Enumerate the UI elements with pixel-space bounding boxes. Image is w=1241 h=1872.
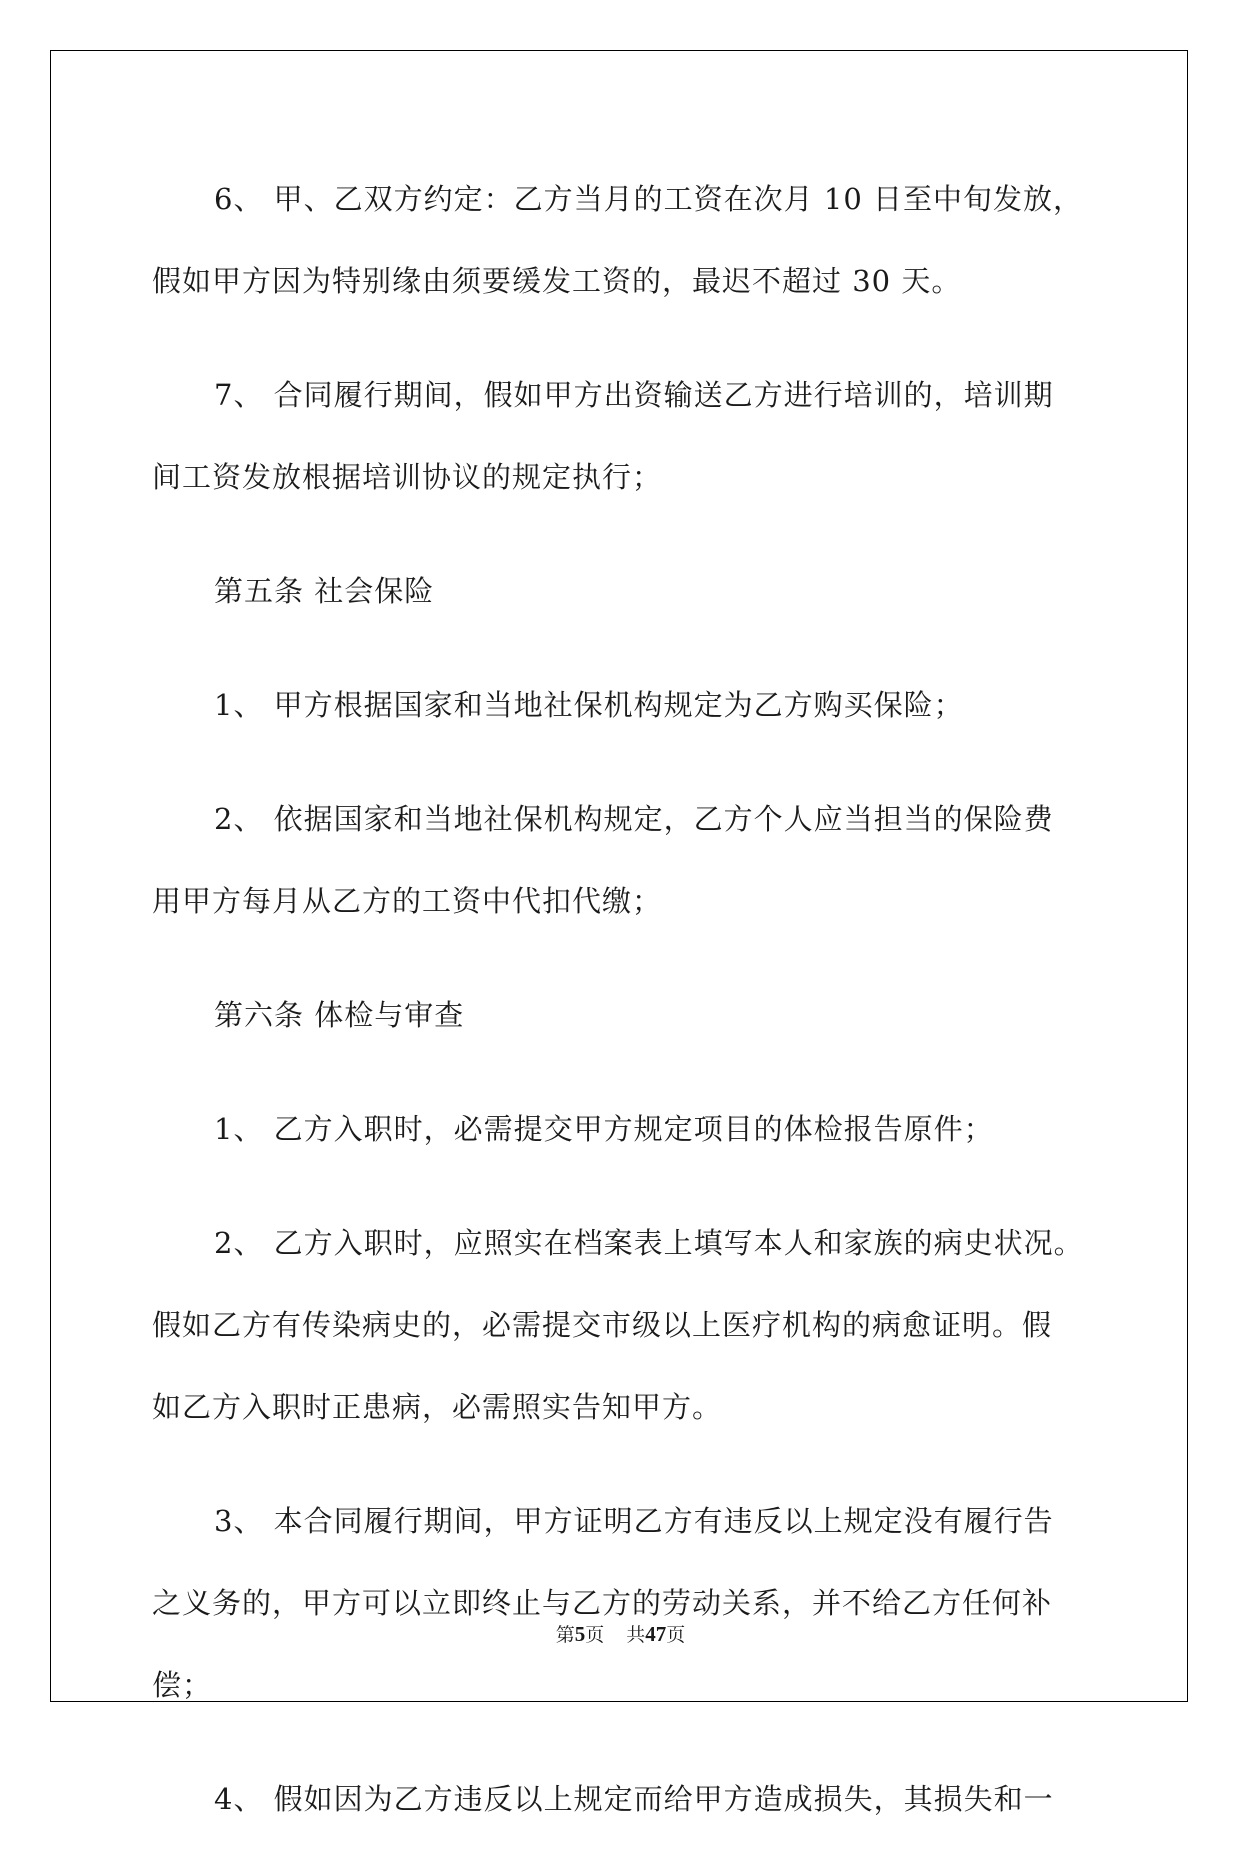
paragraph-item-7 [152,354,1152,518]
text-line: 假如乙方有传染病史的，必需提交市级以上医疗机构的病愈证明。假 [152,1308,1053,1342]
text-line: 7、 合同履行期间，假如甲方出资输送乙方进行培训的，培训期 [214,378,1054,412]
paragraph-item-2 [152,778,1152,942]
text-line: 之义务的，甲方可以立即终止与乙方的劳动关系，并不给乙方任何补 [152,1586,1053,1620]
page-suffix: 页 [585,1624,605,1646]
text-line: 4、 假如因为乙方违反以上规定而给甲方造成损失，其损失和一 [214,1782,1054,1816]
paragraph-item-6 [152,158,1152,322]
page-prefix: 第 [555,1624,575,1646]
page-number: 5 [574,1622,586,1646]
text-line: 假如甲方因为特别缘由须要缓发工资的，最迟不超过 30 天。 [152,264,962,298]
text-line: 2、 乙方入职时，应照实在档案表上填写本人和家族的病史状况。 [214,1226,1084,1260]
paragraph-item-1 [152,1088,1152,1170]
paragraph-item-1 [152,664,1152,746]
heading-text: 第六条 体检与审查 [214,998,465,1032]
heading-text: 第五条 社会保险 [214,574,435,608]
text-line: 间工资发放根据培训协议的规定执行； [152,460,663,494]
text-line: 1、 甲方根据国家和当地社保机构规定为乙方购买保险； [214,688,964,722]
page-footer [0,1620,1241,1647]
total-suffix: 页 [666,1624,686,1646]
text-line: 用甲方每月从乙方的工资中代扣代缴； [152,884,663,918]
text-line: 1、 乙方入职时，必需提交甲方规定项目的体检报告原件； [214,1112,994,1146]
paragraph-item-3 [152,1480,1152,1726]
section-heading-5 [152,550,1152,632]
document-body [152,158,1152,1872]
paragraph-item-2 [152,1202,1152,1448]
total-prefix: 共 [626,1624,646,1646]
text-line: 2、 依据国家和当地社保机构规定，乙方个人应当担当的保险费 [214,802,1054,836]
text-line: 6、 甲、乙双方约定：乙方当月的工资在次月 10 日至中旬发放， [214,182,1084,216]
section-heading-6 [152,974,1152,1056]
text-line: 偿； [152,1668,213,1702]
paragraph-item-4 [152,1758,1152,1840]
text-line: 3、 本合同履行期间，甲方证明乙方有违反以上规定没有履行告 [214,1504,1054,1538]
text-line: 如乙方入职时正患病，必需照实告知甲方。 [152,1390,723,1424]
total-pages: 47 [645,1622,667,1646]
